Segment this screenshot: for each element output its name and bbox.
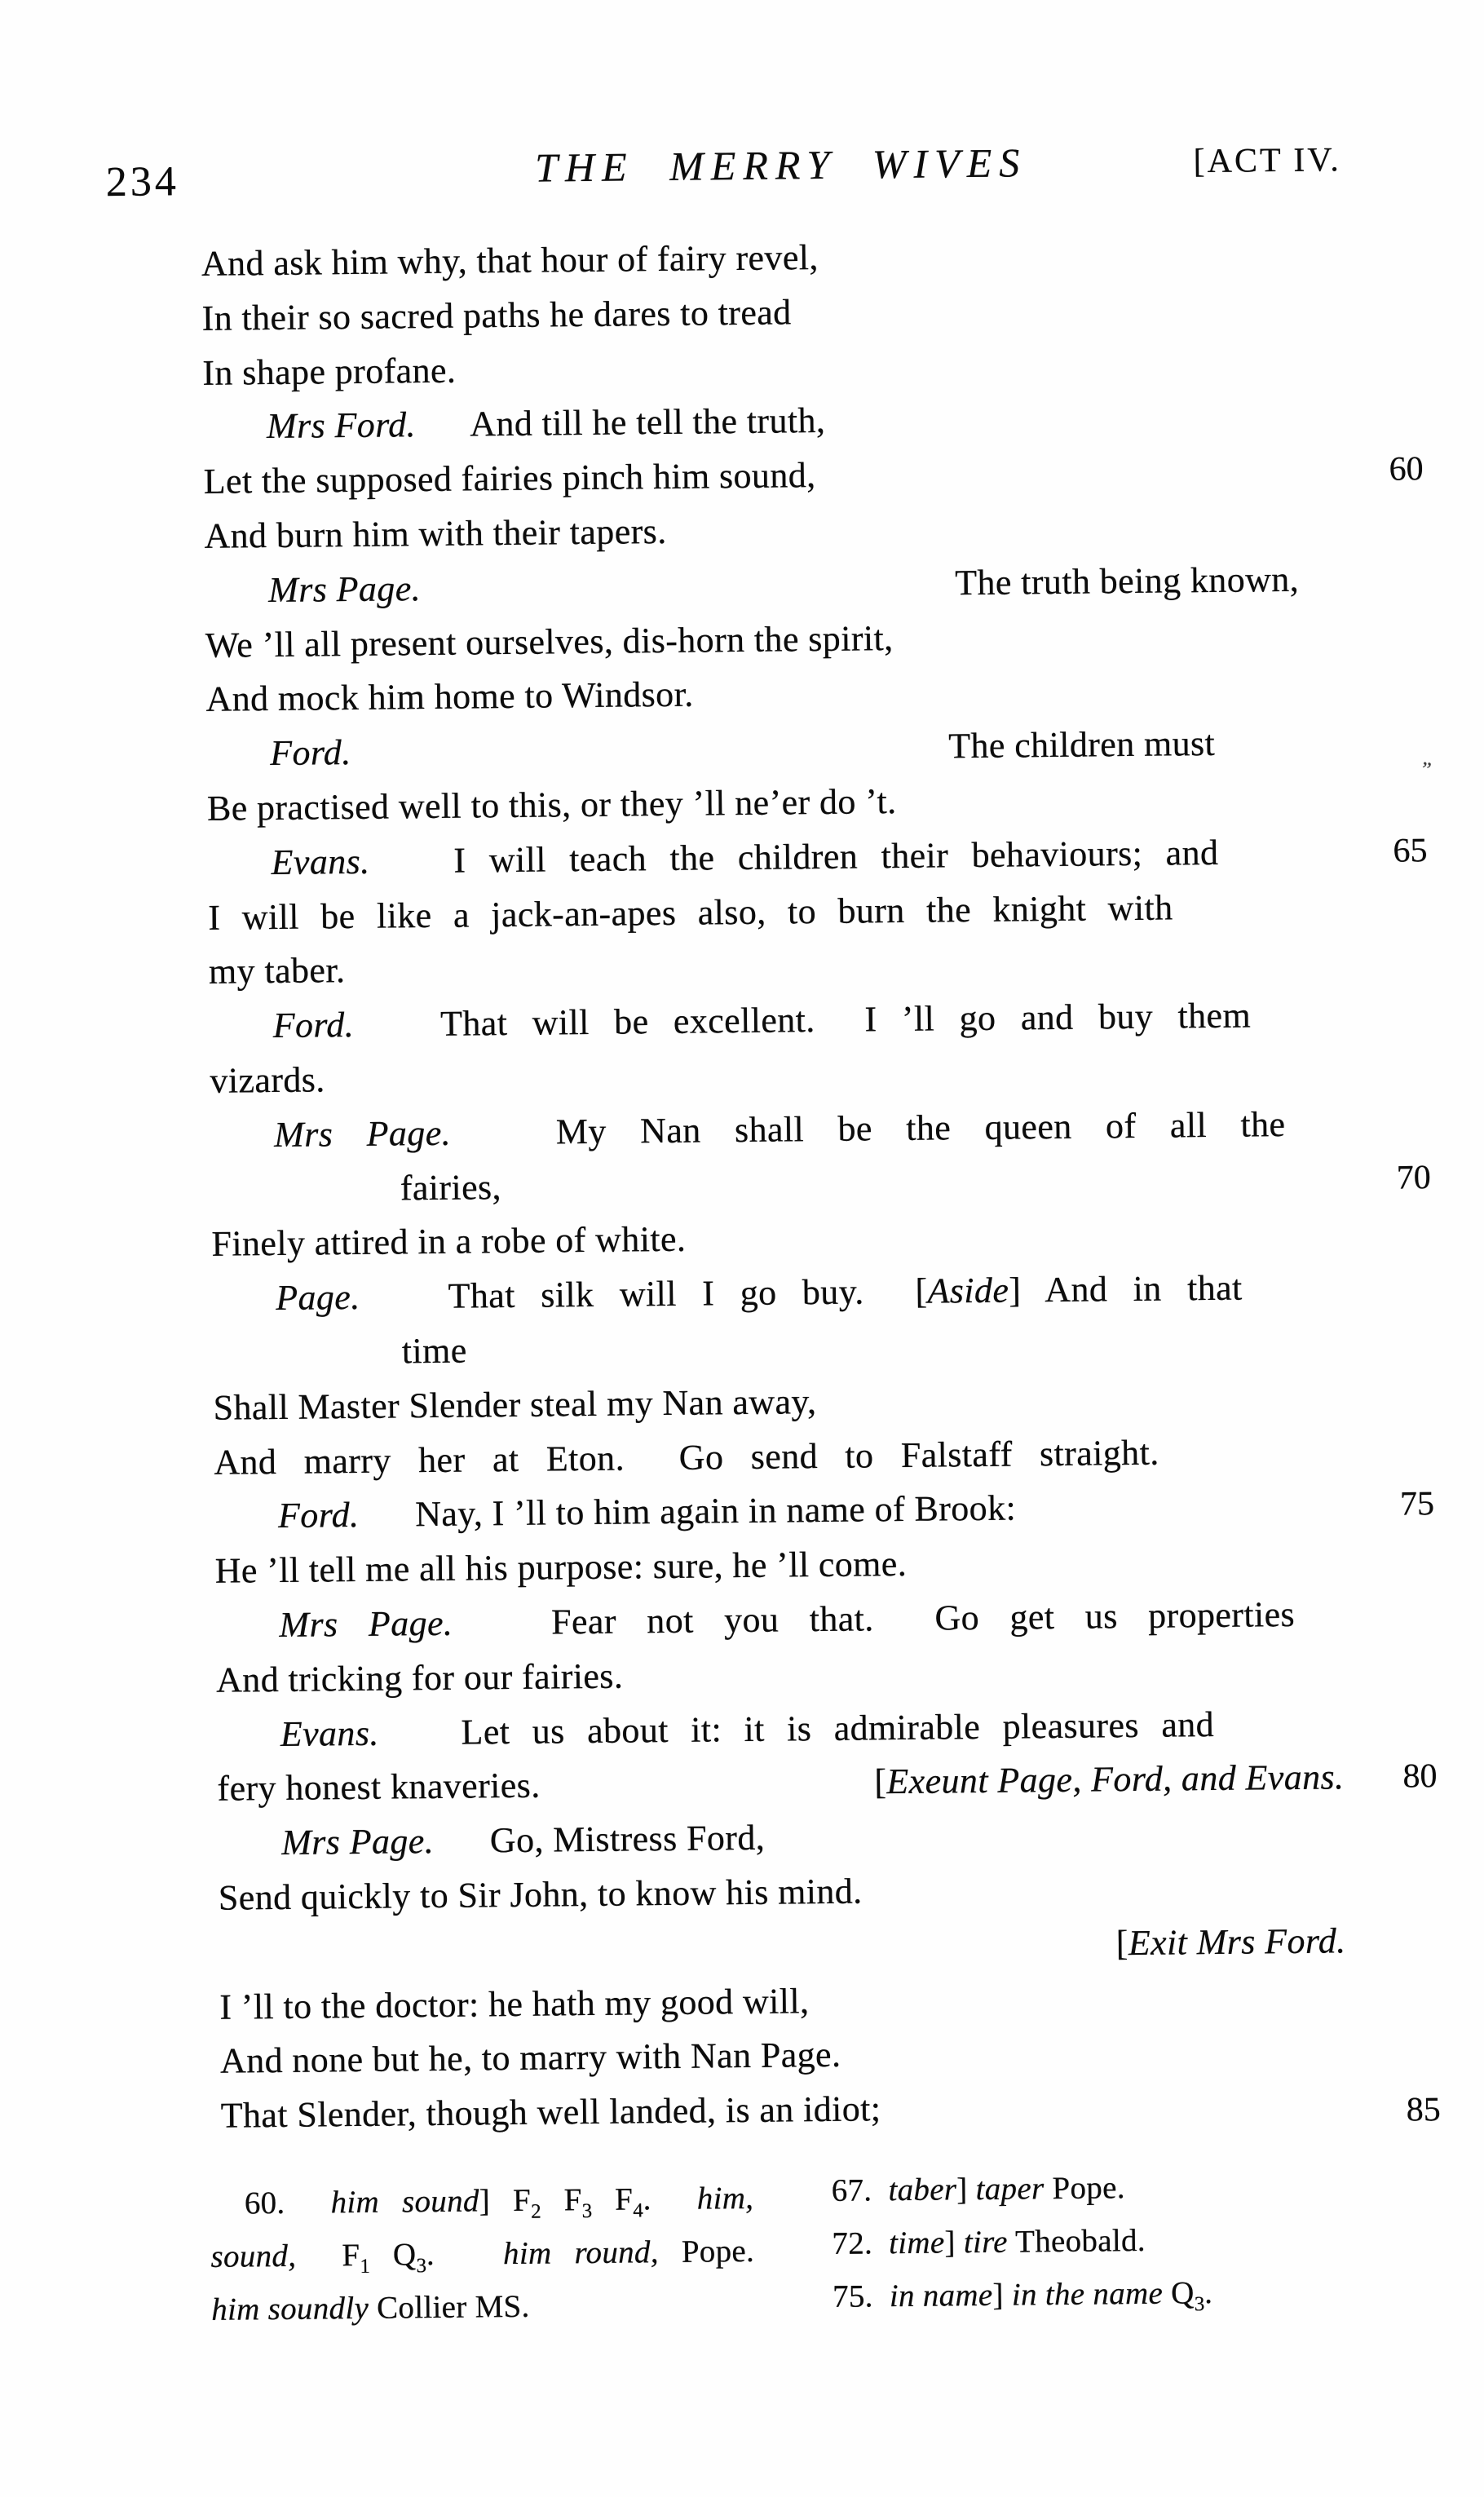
speaker-name: Mrs Ford. xyxy=(266,404,417,447)
split-left xyxy=(268,564,459,613)
play-line xyxy=(201,234,819,288)
play-line xyxy=(267,397,826,450)
line-text: ] F xyxy=(479,2182,532,2219)
speaker-name: Ford. xyxy=(269,732,351,774)
line-text: Pope. xyxy=(1044,2170,1125,2207)
subscript-siglum: 3 xyxy=(416,2255,427,2278)
act-label: [ACT IV. xyxy=(1193,141,1342,181)
line-text: . xyxy=(426,2236,504,2273)
footnote-line xyxy=(245,2177,764,2237)
line-text: And none but he, to marry with Nan Page. xyxy=(219,2035,841,2082)
line-number: 80 xyxy=(1402,1757,1438,1796)
line-text: In shape profane. xyxy=(202,350,457,393)
line-text: F xyxy=(591,2181,634,2217)
line-text: I ’ll to the doctor: he hath my good will, xyxy=(219,1980,810,2027)
italic-text: Exit Mrs Ford. xyxy=(1128,1920,1346,1963)
line-text: fery honest knaveries. xyxy=(217,1766,541,1810)
line-text: ] And in that xyxy=(1008,1267,1243,1310)
line-text: Collier MS. xyxy=(368,2288,530,2326)
italic-text: him, xyxy=(696,2180,754,2216)
play-line xyxy=(280,1701,1215,1758)
speaker-name: Mrs Page. xyxy=(279,1602,453,1645)
print-artifact-mark: ” xyxy=(1420,757,1433,782)
line-text: And mock him home to Windsor. xyxy=(205,674,694,720)
play-line xyxy=(207,778,897,833)
italic-text: him soundly xyxy=(210,2290,369,2327)
italic-text: time xyxy=(888,2225,945,2261)
line-text: [ xyxy=(1115,1922,1129,1964)
line-text: Finely attired in a robe of white. xyxy=(211,1219,687,1265)
play-line xyxy=(279,1591,1295,1649)
line-text: We ’ll all present ourselves, dis-horn the spirit, xyxy=(205,617,894,665)
play-line xyxy=(208,884,1173,941)
line-text: fairies, xyxy=(400,1166,502,1208)
play-line xyxy=(201,289,792,343)
subscript-siglum: 2 xyxy=(531,2200,541,2223)
play-line xyxy=(276,1265,1243,1322)
line-text: Go, Mistress Ford, xyxy=(470,1817,766,1861)
line-text: Q xyxy=(1162,2275,1195,2311)
line-text: Q xyxy=(369,2237,417,2273)
play-line xyxy=(281,1814,766,1867)
play-line xyxy=(268,556,1300,614)
line-text: [ xyxy=(874,1761,887,1802)
play-line xyxy=(272,992,1251,1050)
play-line xyxy=(214,1429,1159,1486)
line-text: Nay, I ’ll to him again in name of Brook: xyxy=(396,1487,1017,1535)
italic-text: sound, xyxy=(210,2238,297,2274)
play-line xyxy=(202,347,457,396)
play-line xyxy=(220,2031,841,2085)
line-text: That Slender, though well landed, is an idiot; xyxy=(220,2088,881,2136)
line-text: Let the supposed fairies pinch him sound, xyxy=(203,455,816,502)
play-line xyxy=(209,947,346,996)
italic-text: in the name xyxy=(1011,2275,1164,2313)
play-line xyxy=(211,1216,686,1268)
line-text: 67. xyxy=(831,2172,889,2208)
italic-text: taper xyxy=(975,2171,1045,2208)
line-text: ] xyxy=(992,2277,1013,2313)
play-line xyxy=(270,720,1216,777)
play-line xyxy=(213,1378,816,1432)
line-text: That will be excellent. I ’ll go and buy them xyxy=(391,995,1252,1045)
italic-text: tire xyxy=(963,2224,1008,2261)
line-number: 75 xyxy=(1399,1485,1435,1523)
play-line xyxy=(219,1868,863,1922)
speaker-name: Mrs Page. xyxy=(267,568,422,610)
split-right xyxy=(955,556,1299,607)
split-left xyxy=(270,729,389,778)
line-number: 65 xyxy=(1393,831,1428,870)
italic-text: him sound xyxy=(330,2183,479,2221)
page-number: 234 xyxy=(105,158,180,206)
play-line xyxy=(278,1485,1017,1540)
line-text: Theobald. xyxy=(1007,2222,1146,2260)
running-title: THE MERRY WIVES xyxy=(534,139,1027,191)
speaker-name: Evans. xyxy=(280,1713,379,1754)
footnote-line xyxy=(211,2283,765,2331)
line-text: Shall Master Slender steal my Nan away, xyxy=(213,1381,817,1428)
play-line xyxy=(214,1540,907,1595)
speaker-name: Page. xyxy=(275,1277,360,1319)
play-line xyxy=(216,1652,624,1704)
subscript-siglum: 1 xyxy=(360,2255,371,2278)
line-text: F xyxy=(541,2182,582,2218)
split-right xyxy=(948,720,1216,770)
line-text: vizards. xyxy=(210,1059,325,1101)
speaker-name: Mrs Page. xyxy=(280,1821,435,1863)
line-number: 70 xyxy=(1396,1158,1431,1197)
subscript-siglum: 4 xyxy=(633,2199,643,2222)
line-text: Send quickly to Sir John, to know his mind. xyxy=(218,1871,863,1918)
footnote-line xyxy=(831,2164,1354,2212)
line-text: ] xyxy=(944,2225,965,2261)
line-text: F xyxy=(296,2237,360,2274)
line-text: my taber. xyxy=(208,950,346,992)
line-text: And tricking for our fairies. xyxy=(215,1655,624,1700)
line-number: 85 xyxy=(1406,2091,1441,2129)
footnote-line xyxy=(832,2217,1354,2265)
play-line xyxy=(274,1101,1286,1159)
line-text: And marry her at Eton. Go send to Falstaff straight. xyxy=(214,1432,1159,1483)
play-line xyxy=(205,671,694,723)
line-text: . xyxy=(643,2181,697,2217)
play-line xyxy=(219,1978,810,2031)
subscript-siglum: 3 xyxy=(1194,2293,1205,2316)
line-text: ] xyxy=(956,2172,976,2208)
line-text: The truth being known, xyxy=(954,559,1300,603)
italic-text: taber xyxy=(888,2172,957,2208)
play-line xyxy=(217,1754,1345,1813)
line-text: That silk will I go buy. [ xyxy=(397,1271,928,1317)
subscript-siglum: 3 xyxy=(581,2199,593,2223)
line-text: And burn him with their tapers. xyxy=(204,510,667,556)
line-text: My Nan shall be the queen of all the xyxy=(488,1103,1286,1153)
line-text: 75. xyxy=(832,2278,890,2314)
play-line xyxy=(220,2085,881,2139)
speaker-name: Evans. xyxy=(271,841,370,882)
line-text: time xyxy=(401,1330,467,1372)
speaker-name: Ford. xyxy=(277,1495,360,1536)
line-text: Let us about it: it is admirable pleasures and xyxy=(416,1704,1215,1752)
line-text: And ask him why, that hour of fairy revel, xyxy=(201,236,819,284)
line-text: Pope. xyxy=(658,2233,755,2270)
play-line xyxy=(271,829,1218,886)
footnote-line xyxy=(833,2270,1355,2330)
play-line xyxy=(400,1164,502,1212)
play-line xyxy=(205,615,894,670)
line-text: . xyxy=(1204,2275,1213,2311)
italic-text: in name xyxy=(889,2277,993,2314)
line-text: I will teach the children their behaviours; and xyxy=(407,832,1219,882)
line-text: And till he tell the truth, xyxy=(453,400,826,445)
line-text: Fear not you that. Go get us properties xyxy=(490,1593,1296,1643)
split-right xyxy=(874,1754,1345,1806)
line-text: Be practised well to this, or they ’ll ne’er do ’t. xyxy=(206,780,897,829)
play-line xyxy=(210,1056,325,1104)
line-text: I will be like a jack-an-apes also, to burn the knight with xyxy=(208,887,1173,938)
line-text: The children must xyxy=(947,723,1216,767)
italic-text: Exeunt Page, Ford, and Evans. xyxy=(886,1757,1345,1802)
stage-direction-line xyxy=(219,1917,1346,1976)
line-text: 60. xyxy=(244,2185,331,2221)
line-text: In their so sacred paths he dares to tread xyxy=(201,292,792,338)
play-line xyxy=(203,452,815,506)
line-text: He ’ll tell me all his purpose: sure, he ’ll come. xyxy=(214,1544,908,1591)
play-line xyxy=(402,1328,467,1376)
play-line xyxy=(204,508,667,560)
line-number: 60 xyxy=(1389,450,1424,488)
footnote-line xyxy=(210,2230,764,2290)
speaker-name: Mrs Page. xyxy=(273,1112,452,1155)
line-text: 72. xyxy=(832,2225,890,2261)
speaker-name: Ford. xyxy=(272,1005,355,1046)
split-left xyxy=(217,1762,541,1813)
italic-text: him round, xyxy=(502,2234,659,2272)
italic-text: Aside xyxy=(927,1270,1009,1311)
